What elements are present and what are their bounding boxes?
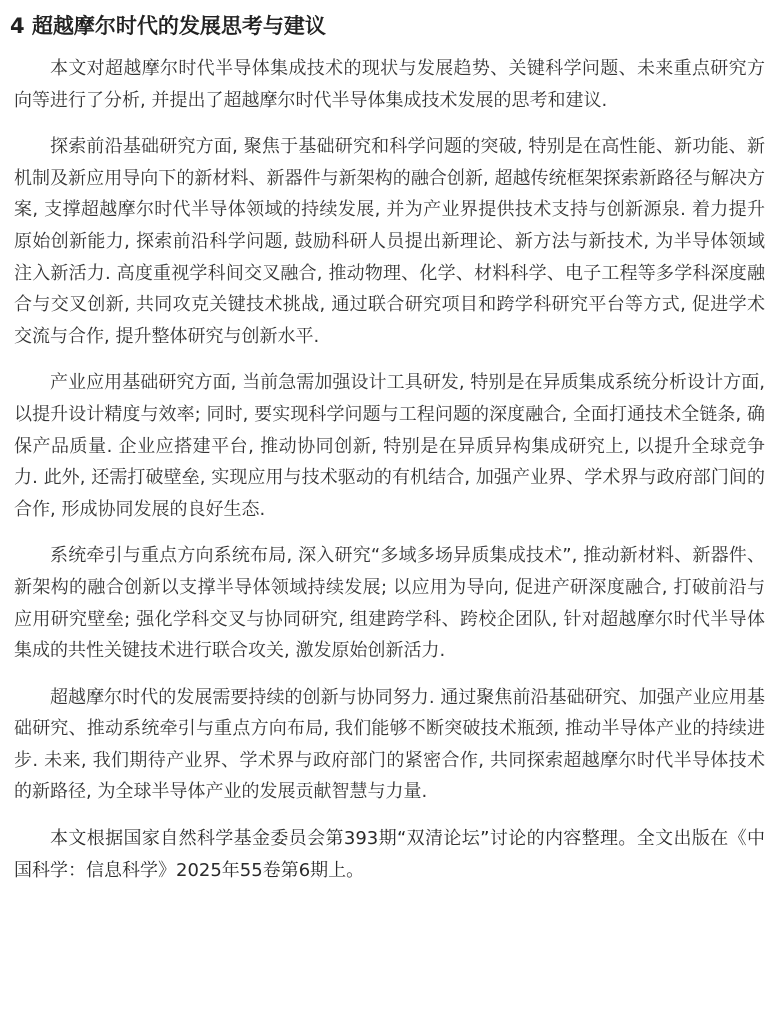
paragraph-industry-research: 产业应用基础研究方面, 当前急需加强设计工具研发, 特别是在异质集成系统分析设计方面, 以提升设计精度与效率; 同时, 要实现科学问题与工程问题的深度融合, 全面打通技术全链条, 确保产品质量. 企业应搭建平台, 推动协同创新, 特别是在异质异构集成研究上, 以提升全球竞争力. 此外, 还需打破壁垒, 实现应用与技术驱动的有机结合, 加强产业界、学术界与政府部门间的合作, 形成协同发展的良好生态. — [14, 372, 765, 520]
paragraph-frontier-research: 探索前沿基础研究方面, 聚焦于基础研究和科学问题的突破, 特别是在高性能、新功能、新机制及新应用导向下的新材料、新器件与新架构的融合创新, 超越传统框架探索新路径与解决方案, 支撑超越摩尔时代半导体领域的持续发展, 并为产业界提供技术支持与创新源泉. 着力提升原始创新能力, 探索前沿科学问题, 鼓励科研人员提出新理论、新方法与新技术, 为半导体领域注入新活力. 高度重视学科间交叉融合, 推动物理、化学、材料科学、电子工程等多学科深度融合与交叉创新, 共同攻克关键技术挑战, 通过联合研究项目和跨学科研究平台等方式, 促进学术交流与合作, 提升整体研究与创新水平. — [14, 136, 765, 347]
source-note: 本文根据国家自然科学基金委员会第393期“双清论坛”讨论的内容整理。全文出版在《中国科学：信息科学》2025年55卷第6期上。 — [14, 828, 765, 881]
paragraph-system-layout: 系统牵引与重点方向系统布局, 深入研究“多域多场异质集成技术”, 推动新材料、新器件、新架构的融合创新以支撑半导体领域持续发展; 以应用为导向, 促进产研深度融合, 打破前沿与应用研究壁垒; 强化学科交叉与协同研究, 组建跨学科、跨校企团队, 针对超越摩尔时代半导体集成的共性关键技术进行联合攻关, 激发原始创新活力. — [14, 545, 765, 662]
paragraph-conclusion: 超越摩尔时代的发展需要持续的创新与协同努力. 通过聚焦前沿基础研究、加强产业应用基础研究、推动系统牵引与重点方向布局, 我们能够不断突破技术瓶颈, 推动半导体产业的持续进步. 未来, 我们期待产业界、学术界与政府部门的紧密合作, 共同探索超越摩尔时代半导体技术的新路径, 为全球半导体产业的发展贡献智慧与力量. — [14, 686, 765, 803]
paragraph-summary: 本文对超越摩尔时代半导体集成技术的现状与发展趋势、关键科学问题、未来重点研究方向等进行了分析, 并提出了超越摩尔时代半导体集成技术发展的思考和建议. — [14, 58, 765, 111]
section-title: 4 超越摩尔时代的发展思考与建议 — [10, 14, 326, 38]
